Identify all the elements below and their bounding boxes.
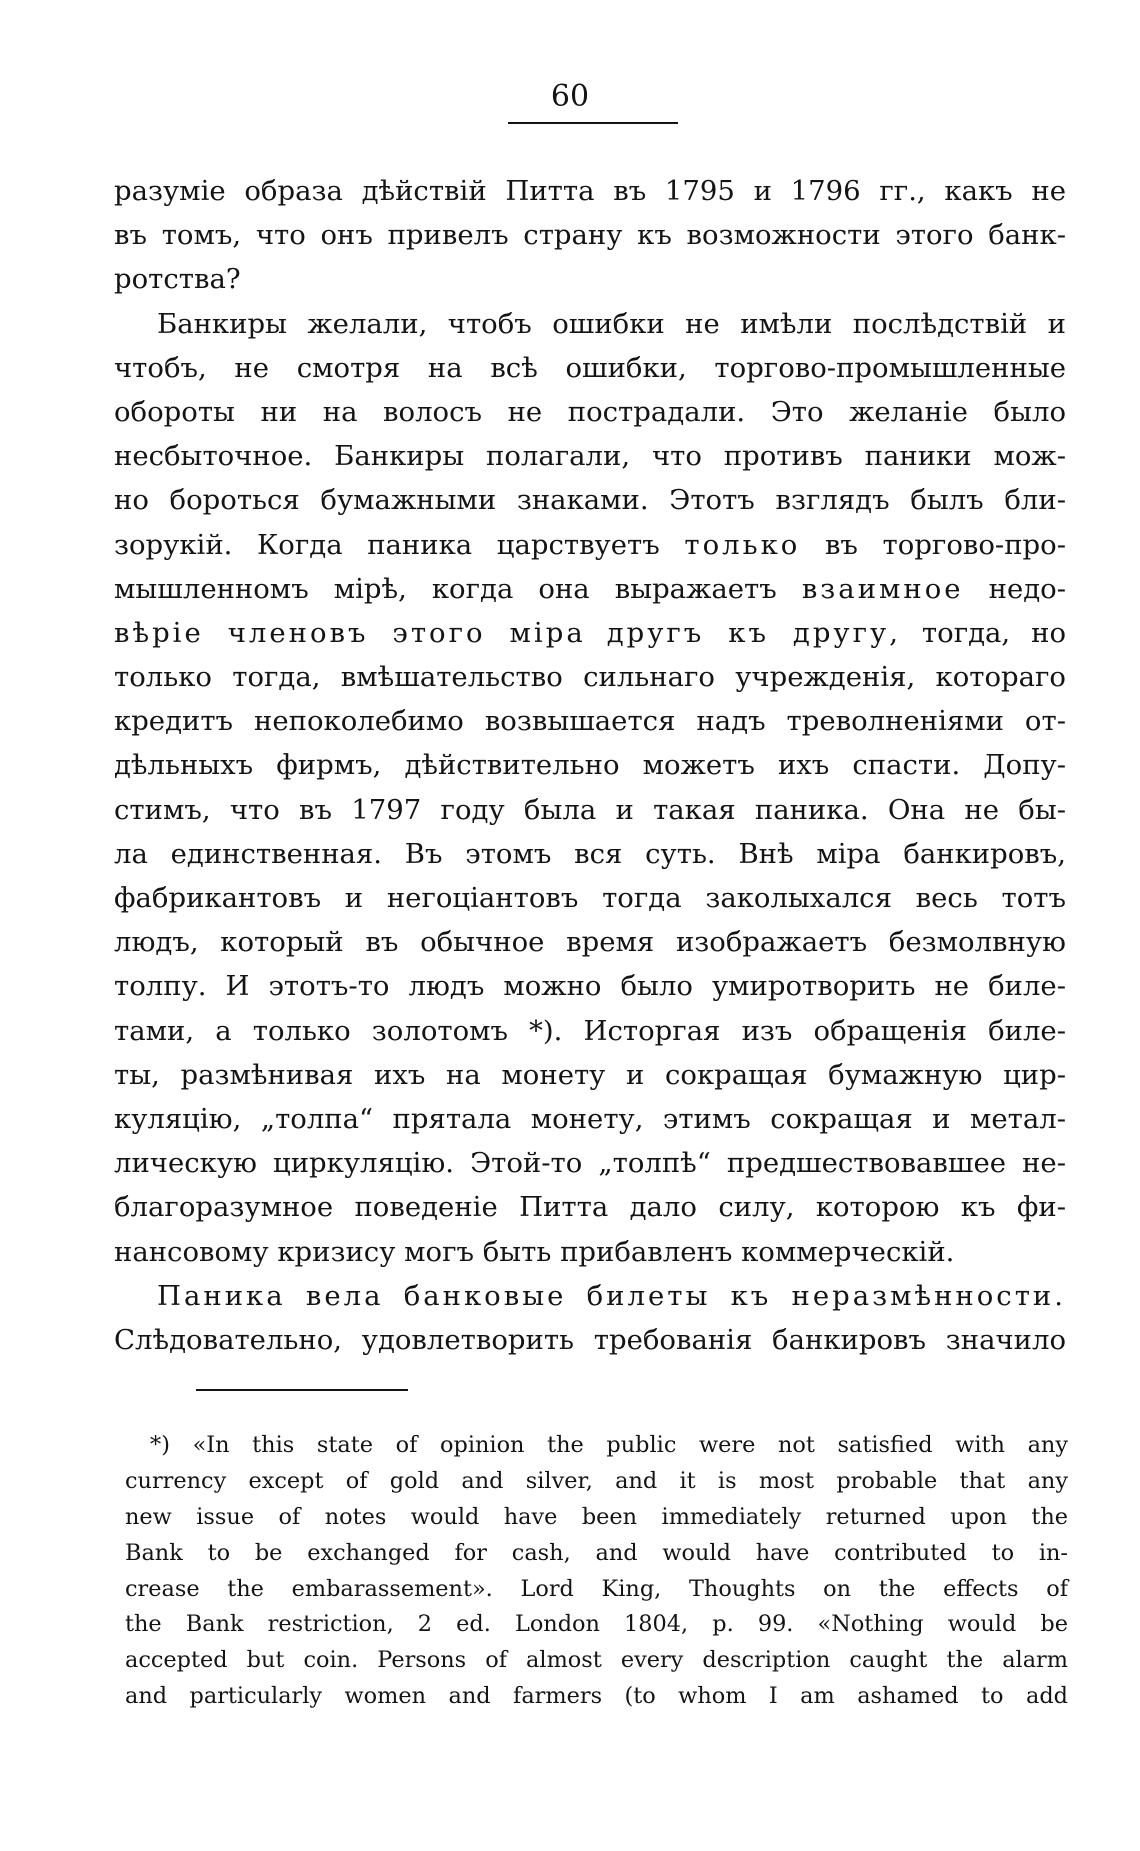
text-line: людъ, который въ обычное время изображаетъ безмолвную: [114, 926, 1066, 959]
spaced-emphasis: взаимное: [801, 572, 964, 605]
text-line: ла единственная. Въ этомъ вся суть. Внѣ мiра банкировъ,: [114, 837, 1066, 870]
text-line: [114, 611, 1066, 655]
text-line: ты, размѣнивая ихъ на монету и сокращая бумажную цир-: [114, 1058, 1066, 1091]
footnote-line: *) «In this state of opinion the public were not satisfied with any: [150, 1432, 1068, 1458]
text-line: въ томъ, что онъ привелъ страну къ возможности этого банк-: [114, 219, 1066, 252]
text-line: тами, а только золотомъ *). Исторгая изъ обращенiя биле-: [114, 1014, 1066, 1047]
footnote: [125, 1428, 1068, 1715]
text-line: несбыточное. Банкиры полагали, что противъ паники мож-: [114, 440, 1066, 473]
footnote-line: and particularly women and farmers (to whom I am ashamed to add: [125, 1683, 1068, 1710]
page-number: 60: [550, 79, 590, 114]
footnote-rule: [196, 1389, 408, 1391]
text-line: кредитъ непоколебимо возвышается надъ треволненiями от-: [114, 705, 1066, 738]
text-line: лическую циркуляцiю. Этой-то „толпѣ“ предшествовавшее не-: [114, 1147, 1066, 1180]
spaced-emphasis: только: [684, 528, 801, 561]
text-line: только тогда, вмѣшательство сильнаго учрежденiя, котораго: [114, 661, 1066, 694]
text-line: нансовому кризису могъ быть прибавленъ коммерческiй.: [114, 1235, 955, 1268]
footnote-line: crease the embarassement». Lord King, Thoughts on the effects of: [125, 1575, 1068, 1602]
text-line: [114, 523, 1066, 567]
text-line: стимъ, что въ 1797 году была и такая паника. Она не бы-: [114, 793, 1066, 826]
text-line: но бороться бумажными знаками. Этотъ взглядъ былъ бли-: [114, 484, 1066, 517]
footnote-line: currency except of gold and silver, and it is most probable that any: [125, 1467, 1068, 1494]
spaced-emphasis: вѣрie членовъ этого мiра: [114, 616, 586, 649]
text-line: Паника вела банковые билеты къ неразмѣнности.: [157, 1279, 1066, 1312]
text-line: ротства?: [114, 263, 241, 296]
footnote-line: Bank to be exchanged for cash, and would have contributed to in-: [125, 1539, 1068, 1566]
text-line: Банкиры желали, чтобъ ошибки не имѣли послѣдствiй и: [157, 307, 1066, 340]
footnote-line: accepted but coin. Persons of almost every description caught the alarm: [125, 1647, 1068, 1674]
text-segment: зорукiй. Когда паника царствуетъ: [114, 528, 660, 561]
text-line: благоразумное поведенiе Питта дало силу, которою къ фи-: [114, 1191, 1066, 1224]
page-number-rule: [508, 122, 678, 124]
text-line: обороты ни на волосъ не пострадали. Это желанiе было: [114, 395, 1066, 428]
spaced-emphasis: другъ къ другу,: [606, 616, 901, 649]
text-line: фабрикантовъ и негоцiантовъ тогда заколыхался весь тотъ: [114, 882, 1066, 914]
text-segment: въ торгово-про-: [824, 528, 1066, 561]
footnote-line: the Bank restriction, 2 ed. London 1804, p. 99. «Nothing would be: [125, 1611, 1068, 1638]
text-segment: мышленномъ мiрѣ, когда она выражаетъ: [114, 572, 777, 605]
text-line: разумie образа дѣйствiй Питта въ 1795 и 1796 гг., какъ не: [114, 175, 1066, 207]
text-line: Слѣдовательно, удовлетворить требованiя банкировъ значило: [114, 1323, 1066, 1356]
text-segment: недо-: [988, 572, 1067, 605]
text-segment: тогда, но: [921, 616, 1067, 649]
text-line: дѣльныхъ фирмъ, дѣйствительно можетъ ихъ спасти. Допу-: [114, 749, 1066, 782]
text-line: [114, 567, 1066, 611]
text-line: куляцiю, „толпа“ прятала монету, этимъ сокращая и метал-: [114, 1102, 1066, 1135]
text-line: толпу. И этотъ-то людъ можно было умиротворить не биле-: [114, 970, 1066, 1003]
footnote-line: new issue of notes would have been immediately returned upon the: [125, 1503, 1068, 1530]
text-line: чтобъ, не смотря на всѣ ошибки, торгово-промышленные: [114, 351, 1066, 384]
main-text: [114, 169, 1066, 1362]
